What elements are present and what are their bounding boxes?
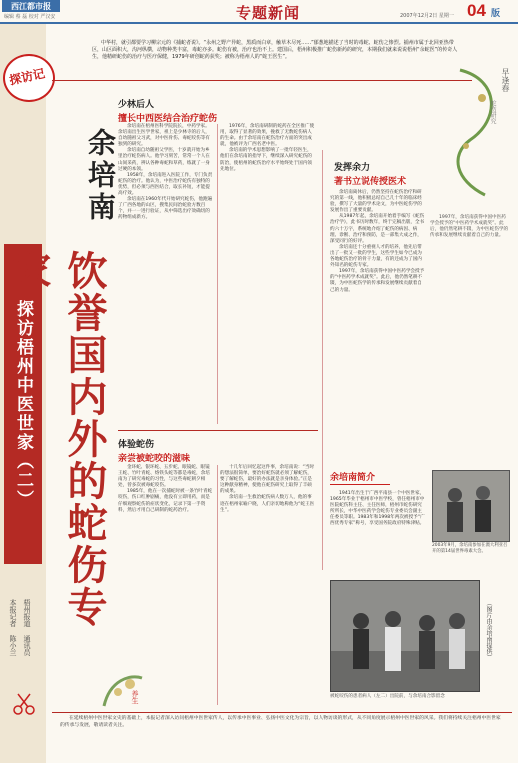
page-suffix: 版 xyxy=(491,9,501,19)
s1-paragraph: 余培南自幼随祖父学医，十岁就开始为乡里治疗蛇伤病人。他学习刻苦，常常一个人在山间采药，辨认各种毒蛇和草药，练就了一身过硬的本领。 xyxy=(118,148,210,172)
section1-body-col2 xyxy=(220,124,316,173)
intro-paragraph: 中华村，就引都要学习柳宗元的《捕蛇者说》。“永州之野产异蛇，黑质而白章，触草木尽死……”郁葱地描述了当时的毒蛇、蛇伤之惨烈。捕州市属于北回亚热带区，山区面积大，沟河纵横，动物种类丰富，毒蛇亦多。蛇伤有被，治疗也治不上。建国后，梧州积极推广蛇伤新药的研究，本期我们就来说说梧州“余蛇医”的传奇人生，他精研蛇伤的治疗与医疗保健，1979年研创蛇药获奖；被称为梧州人的“蛇王医生”。 xyxy=(92,40,458,60)
page-number: 04 xyxy=(467,1,486,20)
intro-text xyxy=(92,40,462,61)
left-band xyxy=(0,24,46,763)
section2-body-col2 xyxy=(220,465,316,514)
photo-conference-caption: 2003年9月，余培南参加在澳大利亚召开的第14届世界毒素大会。 xyxy=(432,543,508,554)
photo-conference xyxy=(432,470,510,542)
right-vertical-caption-2: 蛇伤研究 xyxy=(489,100,496,124)
s1-paragraph: 1976年，余培南研制的蛇药在全区推广使用，取得了显著的效果，挽救了无数蛇伤病人的生命。由于余培南在蛇伤治疗方面的突出成就，他被评为广西名老中医。 xyxy=(220,124,315,148)
header-title: 专题新闻 xyxy=(236,4,301,22)
visit-badge-text: 探访记 xyxy=(8,66,47,88)
visit-badge xyxy=(3,54,55,102)
s3-paragraph: 1997年，余培南获得中国中医药学会授予的“中医药学术成就奖”。此后，他仍然笔耕不辍，为中医蛇伤学的传承和发展继续贡献着自己的力量。 xyxy=(430,215,509,239)
header-bar xyxy=(0,0,518,22)
section2-heading-1: 体验蛇伤 xyxy=(118,440,155,450)
side-note: 养生 xyxy=(131,690,139,704)
s3-paragraph: 余培南还十分重视人才的培养，他先后带出了一批又一批的学生，这些学生如今已成为各地蛇伤治疗的骨干力量，有的还成为了国内外知名的蛇伤专家。 xyxy=(330,244,422,269)
photo-patient-caption: 被蛇咬伤的患者病人（左二）出院前，与余培南合影留念 xyxy=(330,694,445,699)
right-column-art xyxy=(430,60,510,200)
section1-heading-1: 少林后人 xyxy=(118,100,155,110)
paper-name: 西江都市报 xyxy=(2,0,60,12)
footer-note-text: 在延续梧州中医世家文史的基础上，本报记者深入访问梧州中医世家传人，以传承中医事业、弘扬中医文化为宗旨，以人物访谈的形式，从不同角度展示梧州中医世家的风采。我们将持续关注梧州中医世家的传承与发展，敬请读者关注。 xyxy=(60,716,501,728)
section1-heading-2: 擅长中西医结合治疗蛇伤 xyxy=(118,114,218,124)
s2-paragraph: 1985年，他在一次捕蛇时被一条竹叶青蛇咬伤，伤口红肿剧痛，他没有立即用药，而是仔细观察蛇伤的症状变化，记录下第一手资料，然后才用自己研制的蛇药治疗。 xyxy=(118,489,213,513)
left-band-title: 探访梧州中医世家（二） xyxy=(4,244,42,564)
section2-heading-2: 亲尝被蛇咬的滋味 xyxy=(118,454,191,464)
subject-name: 余培南 xyxy=(84,128,117,224)
byline-2: 梧州报道 通讯员 xyxy=(23,599,31,656)
header-date: 2007年12月2日 星期一 xyxy=(400,13,454,19)
photo-patient xyxy=(330,580,480,692)
section3-heading-2: 著书立说传授医术 xyxy=(334,177,407,187)
section2-body xyxy=(118,465,214,514)
bio-heading: 余培南简介 xyxy=(330,470,390,485)
section2-heading xyxy=(118,437,318,464)
scissors-icon xyxy=(12,692,36,720)
s3-paragraph: 1997年，余培南获得中国中医药学会授予的“中医药学术成就奖”。此后，他仍然笔耕不辍，为中医蛇伤学的传承和发展继续贡献着自己的力量。 xyxy=(330,269,425,293)
s3-paragraph: 余培南离休后，仍然坚持在蛇伤治疗和研究的第一线，他积极总结自己几十年的临床经验，撰写了大量的学术论文，为中医蛇伤学的发展作出了重要贡献。 xyxy=(330,190,422,214)
s2-paragraph: 余培南一生救治蛇伤病人数万人，他的事迹在梧州家喻户晓，人们亲切地称他为“蛇王医生”。 xyxy=(220,495,315,513)
byline-1: 本报记者 陈小兰 xyxy=(9,599,17,656)
section3-heading-1: 发挥余力 xyxy=(334,163,371,173)
header-left-info: 编辑 蔡 磊 校对 严汉安 xyxy=(4,14,56,20)
s2-paragraph: 金环蛇、银环蛇、五步蛇、眼镜蛇、眼镜王蛇、竹叶青蛇、烙铁头蛇等都是毒蛇，余培南为了研究毒蛇的习性，与这些毒蛇朝夕相处，曾多次被毒蛇咬伤。 xyxy=(118,465,210,489)
page-number-badge xyxy=(467,1,505,21)
photo-source-caption: （图片由余培南提供） xyxy=(485,600,492,660)
s2-paragraph: 十几年后回忆起这件事，余培南说：“当时的想法很简单，要治好蛇伤就必须了解蛇伤，要了解蛇伤，最好的办法就是亲身体验。”正是这种献身精神，使他在蛇伤研究上取得了丰硕的成果。 xyxy=(220,465,315,495)
s1-paragraph: 余培南的学术思想影响了一批年轻医生，他们在余培南的指导下，继续深入研究蛇伤的防治，使梧州的蛇伤治疗水平始终处于国内领先地位。 xyxy=(220,148,312,172)
section3-body xyxy=(330,190,426,294)
section1-heading xyxy=(118,97,318,124)
bio-text: 1941年出生于广西平南县一个中医世家，1965年毕业于梧州市中医学校，曾任梧州市中医院蛇伤科主任、主任医师，梧州市蛇伤研究所所长，中华中医药学会蛇伤专业委员会副主任委员等职。1983年和1998年两次被授予“广西优秀专家”称号，享受国务院政府特殊津贴。 xyxy=(330,491,425,527)
section3-body-col2 xyxy=(430,215,510,239)
s1-paragraph: 1958年，余培南进入医院工作，专门负责蛇伤的治疗。他认为，中医治疗蛇伤有独特的优势，但必须与西医结合，取长补短，才能提高疗效。 xyxy=(118,172,213,197)
right-vertical-caption: 早逢春 xyxy=(501,68,510,92)
footer-note xyxy=(60,716,505,729)
s1-paragraph: 余培南在1960年代开始研究蛇伤，他跑遍了广西各地的山区，搜集民间治蛇验方数百个，并一一进行验证，从中筛选出疗效确切的药物组成新方。 xyxy=(118,197,213,221)
s1-paragraph: 余培南在梧州医科学院院长，中药学家。余培南出生医学世家，祖上是少林寺的后人，自幼随祖父习武，对中医骨伤、毒蛇咬伤等有独到的研究。 xyxy=(118,124,210,148)
s3-paragraph: 从1987年起，余培南开始着手编写《蛇伤治疗学》，此书历时数年，终于完稿出版，全书约六十万字，系统地介绍了蛇伤的病因、病理、诊断、治疗和预防，是一部集大成之作，深受同行的好评。 xyxy=(330,214,425,244)
section1-body xyxy=(118,124,214,222)
main-headline: 饮誉国内外的蛇伤专家 xyxy=(5,250,108,628)
